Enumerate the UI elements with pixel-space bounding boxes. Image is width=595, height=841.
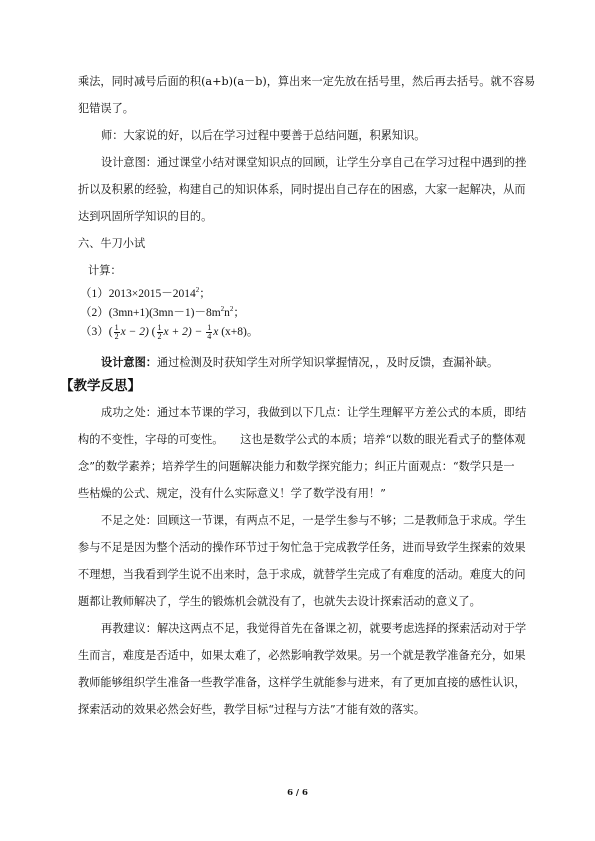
text-line: 计算： bbox=[88, 264, 122, 277]
section-heading: 【教学反思】 bbox=[60, 378, 141, 394]
exercise-1: $(1)2013\times 2015-2014^2$； bbox=[80, 286, 211, 300]
text-line: 乘法，同时减号后面的积(a+b)(a－b)，算出来一定先放在括号里，然后再去括号。就不容易 bbox=[78, 75, 536, 88]
section-title: 六、牛刀小试 bbox=[78, 237, 146, 250]
text-line: 教师能够组织学生准备一些教学准备，这样学生就能参与进来，有了更加直接的感性认识， bbox=[78, 676, 526, 689]
text-line: 犯错误了。 bbox=[78, 102, 134, 115]
text-line: 生而言，难度是否适中，如果太难了，必然影响教学效果。另一个就是教学准备充分，如果 bbox=[78, 649, 526, 662]
text-line: 再教建议：解决这两点不足，我觉得首先在备课之初，就要考虑选择的探索活动对于学 bbox=[101, 622, 527, 635]
text-line: 成功之处：通过本节课的学习，我做到以下几点：让学生理解平方差公式的本质，即结 bbox=[101, 406, 527, 419]
text-line: 设计意图：通过课堂小结对课堂知识点的回顾，让学生分享自己在学习过程中遇到的挫 bbox=[101, 156, 527, 169]
page-number: 6 / 6 bbox=[287, 788, 308, 798]
fraction: $\frac{1}{2}$ bbox=[157, 322, 162, 341]
text-line: 折以及积累的经验，构建自己的知识体系，同时提出自己存在的困惑，大家一起解决，从而 bbox=[78, 183, 526, 196]
fraction: $\frac{1}{4}$ bbox=[207, 322, 212, 341]
text-line: 师：大家说的好，以后在学习过程中要善于总结问题，积累知识。 bbox=[101, 129, 426, 142]
text-line: 题都让教师解决了，学生的锻炼机会就没有了，也就失去设计探索活动的意义了。 bbox=[78, 595, 481, 608]
text-line: 不理想，当我看到学生说不出来时，急于求成，就替学生完成了有难度的活动。难度大的问 bbox=[78, 568, 526, 581]
text-line: 构的不变性，字母的可变性。 这也是数学公式的本质；培养“以数的眼光看式子的整体观 bbox=[78, 433, 526, 446]
text-line: 达到巩固所学知识的目的。 bbox=[78, 210, 213, 223]
text-line: 些枯燥的公式、规定，没有什么实际意义！学了数学没有用！” bbox=[78, 487, 386, 500]
text-line: 探索活动的效果必然会好些，教学目标“过程与方法”才能有效的落实。 bbox=[78, 703, 426, 716]
text-line: 参与不足是因为整个活动的操作环节过于匆忙急于完成教学任务，进而导致学生探索的效果 bbox=[78, 541, 526, 554]
text-line: 不足之处：回顾这一节课，有两点不足，一是学生参与不够；二是教师急于求成。学生 bbox=[101, 514, 527, 527]
text-line: 念”的数学素养；培养学生的问题解决能力和数学探究能力；纠正片面观点：“数学只是一 bbox=[78, 460, 515, 473]
fraction: $\frac{1}{2}$ bbox=[114, 322, 119, 341]
exercise-3: （3）( $\frac{1}{2}$ x − 2) ( $\frac{1}{2}$ x + 2) − $\frac{1}{4}$ x (x+8)。 bbox=[80, 322, 259, 341]
design-intent: 设计意图：通过检测及时获知学生对所学知识掌握情况，，及时反馈，查漏补缺。 bbox=[101, 355, 499, 369]
exercise-2: $(2)(3mn+1)(3mn-1)-8m^2n^2$； bbox=[80, 305, 245, 319]
